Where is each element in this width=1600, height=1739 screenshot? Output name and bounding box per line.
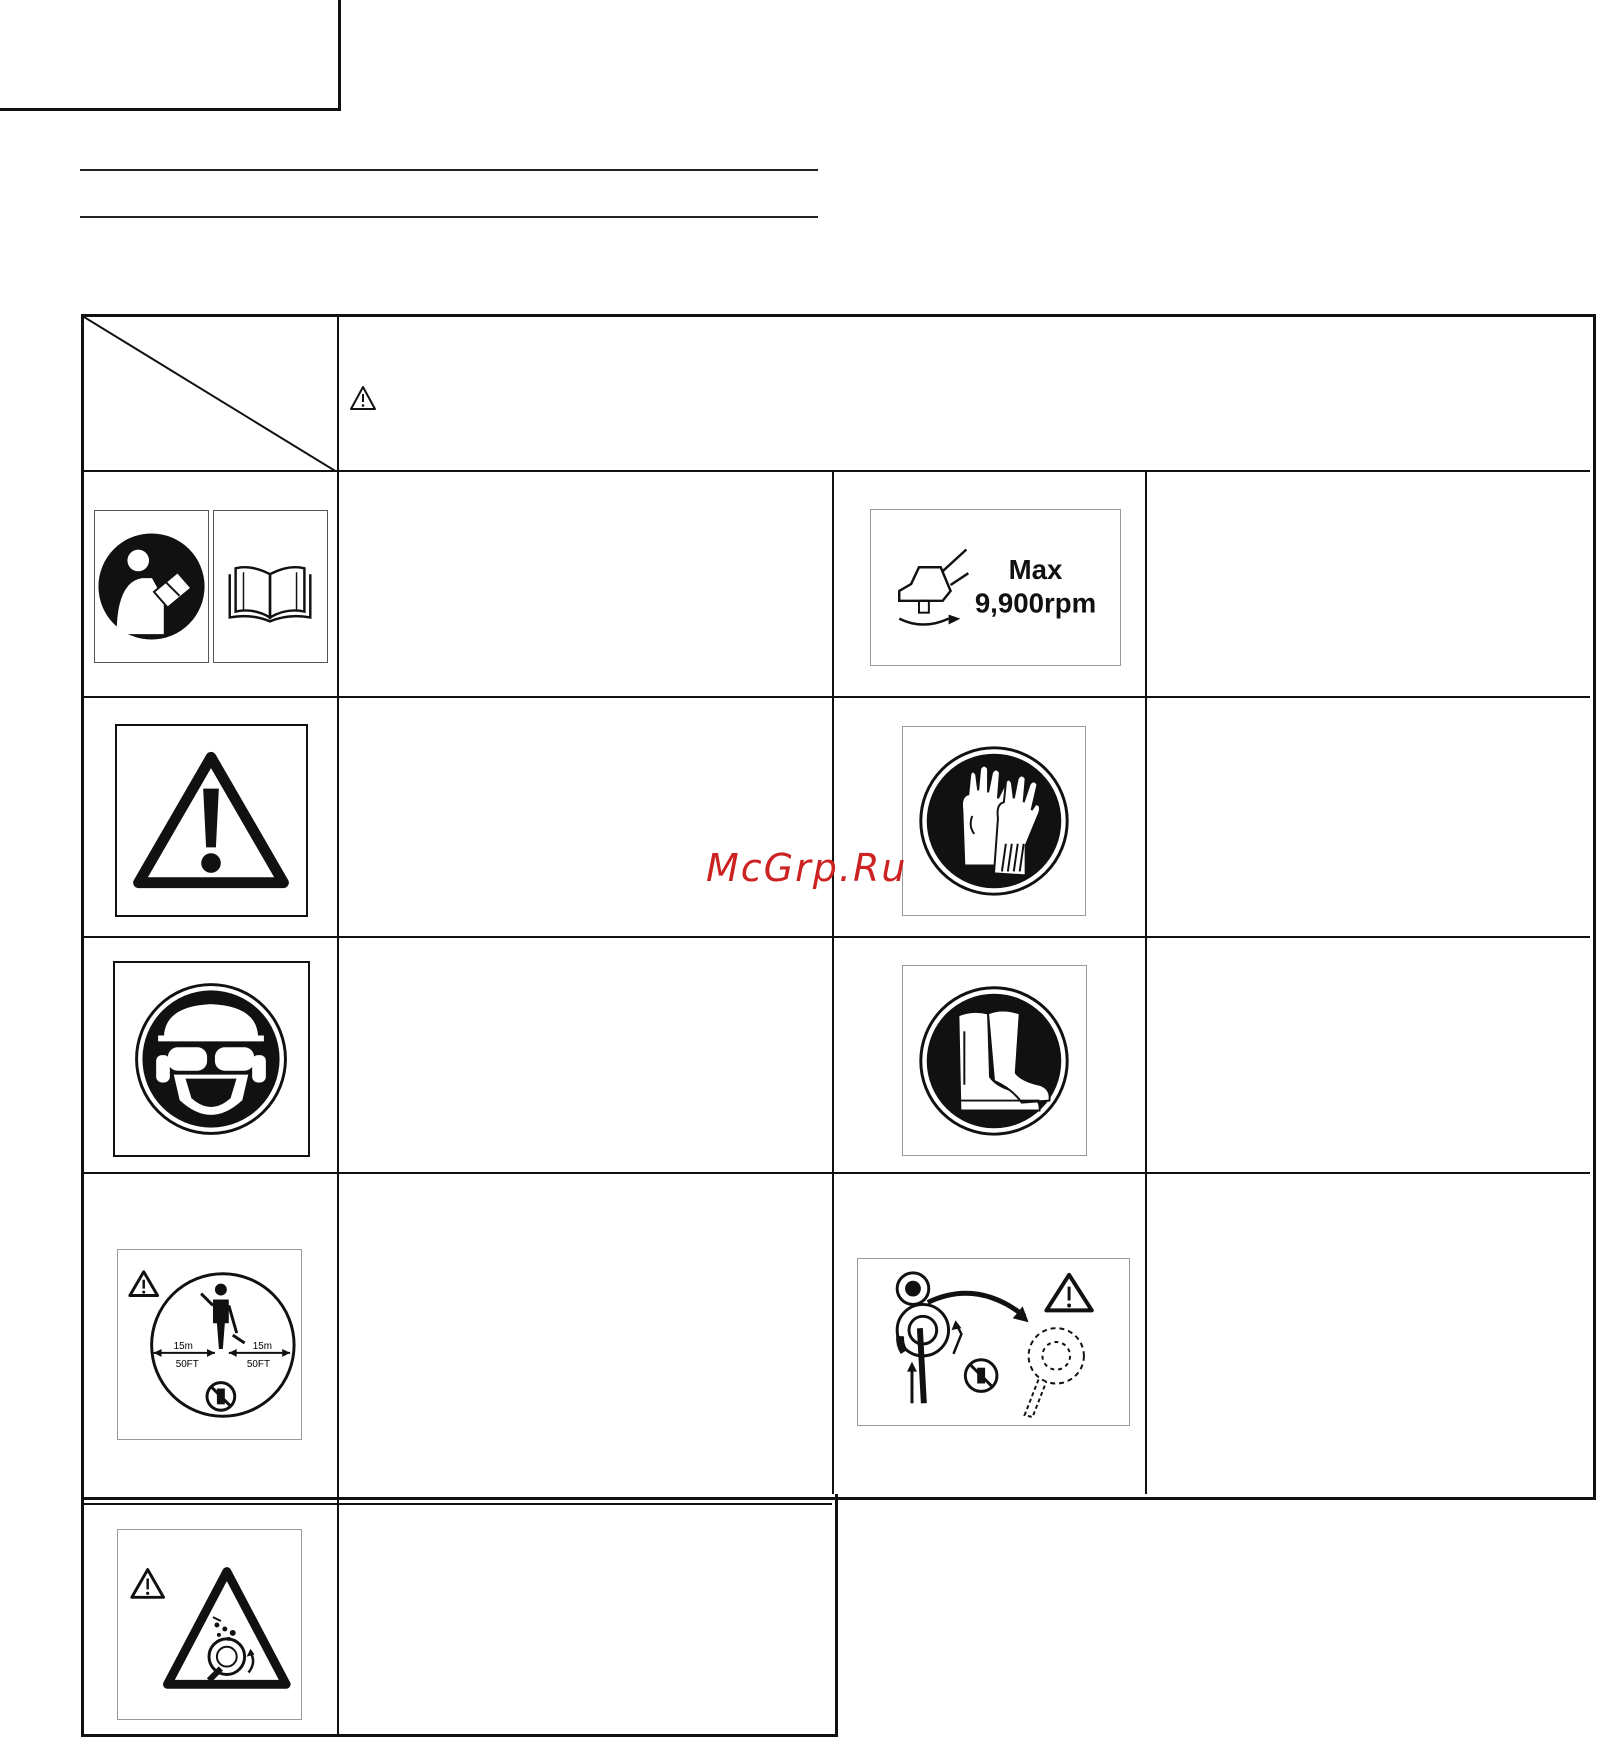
blade-thrust-warning-icon xyxy=(857,1258,1130,1426)
svg-text:15m: 15m xyxy=(173,1340,193,1352)
max-rpm-icon xyxy=(870,509,1121,666)
corner-frame xyxy=(0,0,341,111)
row-divider-3 xyxy=(84,1172,1590,1174)
wear-gloves-icon xyxy=(902,726,1086,916)
rule-line-top xyxy=(80,169,818,171)
row-divider-header xyxy=(84,470,1590,472)
header-diagonal xyxy=(84,317,337,472)
svg-text:9,900rpm: 9,900rpm xyxy=(974,587,1097,619)
column-divider-3 xyxy=(1145,472,1147,1494)
column-divider-2 xyxy=(832,472,834,1494)
svg-text:50FT: 50FT xyxy=(246,1358,270,1370)
open-book-icon xyxy=(213,510,328,663)
keep-bystanders-away-icon xyxy=(117,1249,302,1440)
row-divider-4 xyxy=(84,1503,832,1505)
head-eye-ear-protection-icon xyxy=(113,961,310,1157)
read-manual-icon xyxy=(94,510,209,663)
svg-text:50FT: 50FT xyxy=(175,1358,199,1370)
svg-text:Max: Max xyxy=(1008,554,1063,586)
warning-exclamation-icon xyxy=(115,724,308,917)
warning-triangle-icon xyxy=(349,385,377,411)
table-frame-upper xyxy=(81,314,1596,1500)
rule-line-bottom xyxy=(80,216,818,218)
watermark: McGrp.Ru xyxy=(706,846,908,890)
row-divider-1 xyxy=(84,696,1590,698)
column-divider-1 xyxy=(337,317,339,1734)
svg-text:15m: 15m xyxy=(252,1340,273,1352)
wear-boots-icon xyxy=(902,965,1087,1156)
thrown-objects-warning-icon xyxy=(117,1529,302,1720)
row-divider-2 xyxy=(84,936,1590,938)
